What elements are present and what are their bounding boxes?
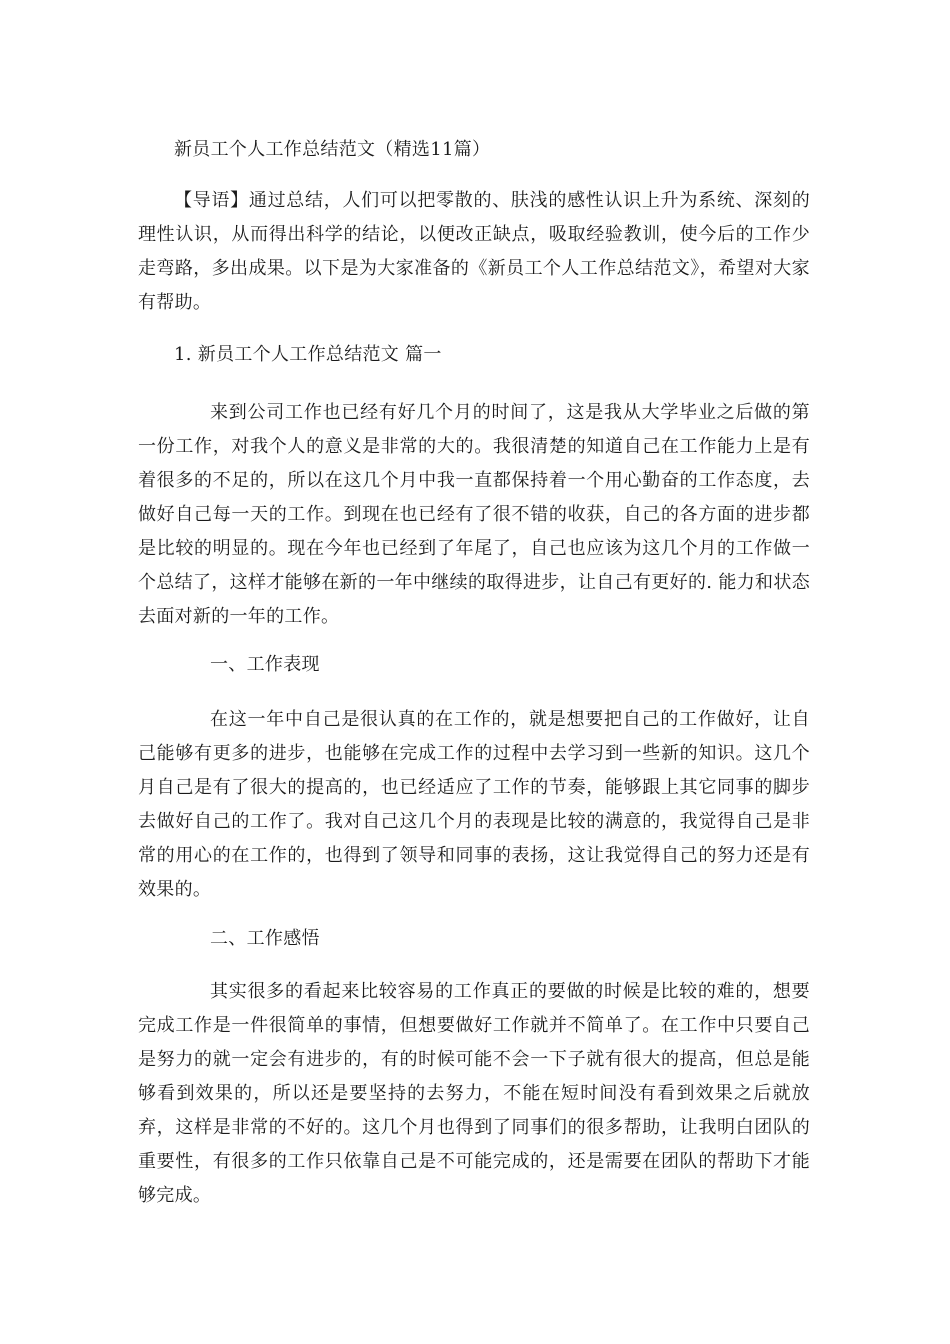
intro-paragraph: 【导语】通过总结，人们可以把零散的、肤浅的感性认识上升为系统、深刻的理性认识，从而得出科学的结论，以便改正缺点，吸取经验教训，使今后的工作少走弯路，多出成果。以下是为大家准备的《新员工个人工作总结范文》，希望对大家有帮助。 xyxy=(138,190,810,313)
document-title: 新员工个人工作总结范文（精选11篇） xyxy=(174,139,491,160)
section-heading: 1. 新员工个人工作总结范文 篇一 xyxy=(174,344,442,365)
body-paragraph-1: 来到公司工作也已经有好几个月的时间了，这是我从大学毕业之后做的第一份工作，对我个人的意义是非常的大的。我很清楚的知道自己在工作能力上是有着很多的不足的，所以在这几个月中我一直都保持着一个用心勤奋的工作态度，去做好自己每一天的工作。到现在也已经有了很不错的收获，自己的各方面的进步都是比较的明显的。现在今年也已经到了年尾了，自己也应该为这几个月的工作做一个总结了，这样才能够在新的一年中继续的取得进步，让自己有更好的. 能力和状态去面对新的一年的工作。 xyxy=(138,402,810,627)
body-paragraph-2: 在这一年中自己是很认真的在工作的，就是想要把自己的工作做好，让自己能够有更多的进步，也能够在完成工作的过程中去学习到一些新的知识。这几个月自己是有了很大的提高的，也已经适应了工作的节奏，能够跟上其它同事的脚步去做好自己的工作了。我对自己这几个月的表现是比较的满意的，我觉得自己是非常的用心的在工作的，也得到了领导和同事的表扬，这让我觉得自己的努力还是有效果的。 xyxy=(138,709,810,900)
subheading-work-insights: 二、工作感悟 xyxy=(210,928,320,949)
subheading-work-performance: 一、工作表现 xyxy=(210,654,320,675)
body-paragraph-3: 其实很多的看起来比较容易的工作真正的要做的时候是比较的难的，想要完成工作是一件很简单的事情，但想要做好工作就并不简单了。在工作中只要自己是努力的就一定会有进步的，有的时候可能不会一下子就有很大的提高，但总是能够看到效果的，所以还是要坚持的去努力，不能在短时间没有看到效果之后就放弃，这样是非常的不好的。这几个月也得到了同事们的很多帮助，让我明白团队的重要性，有很多的工作只依靠自己是不可能完成的，还是需要在团队的帮助下才能够完成。 xyxy=(138,981,810,1206)
